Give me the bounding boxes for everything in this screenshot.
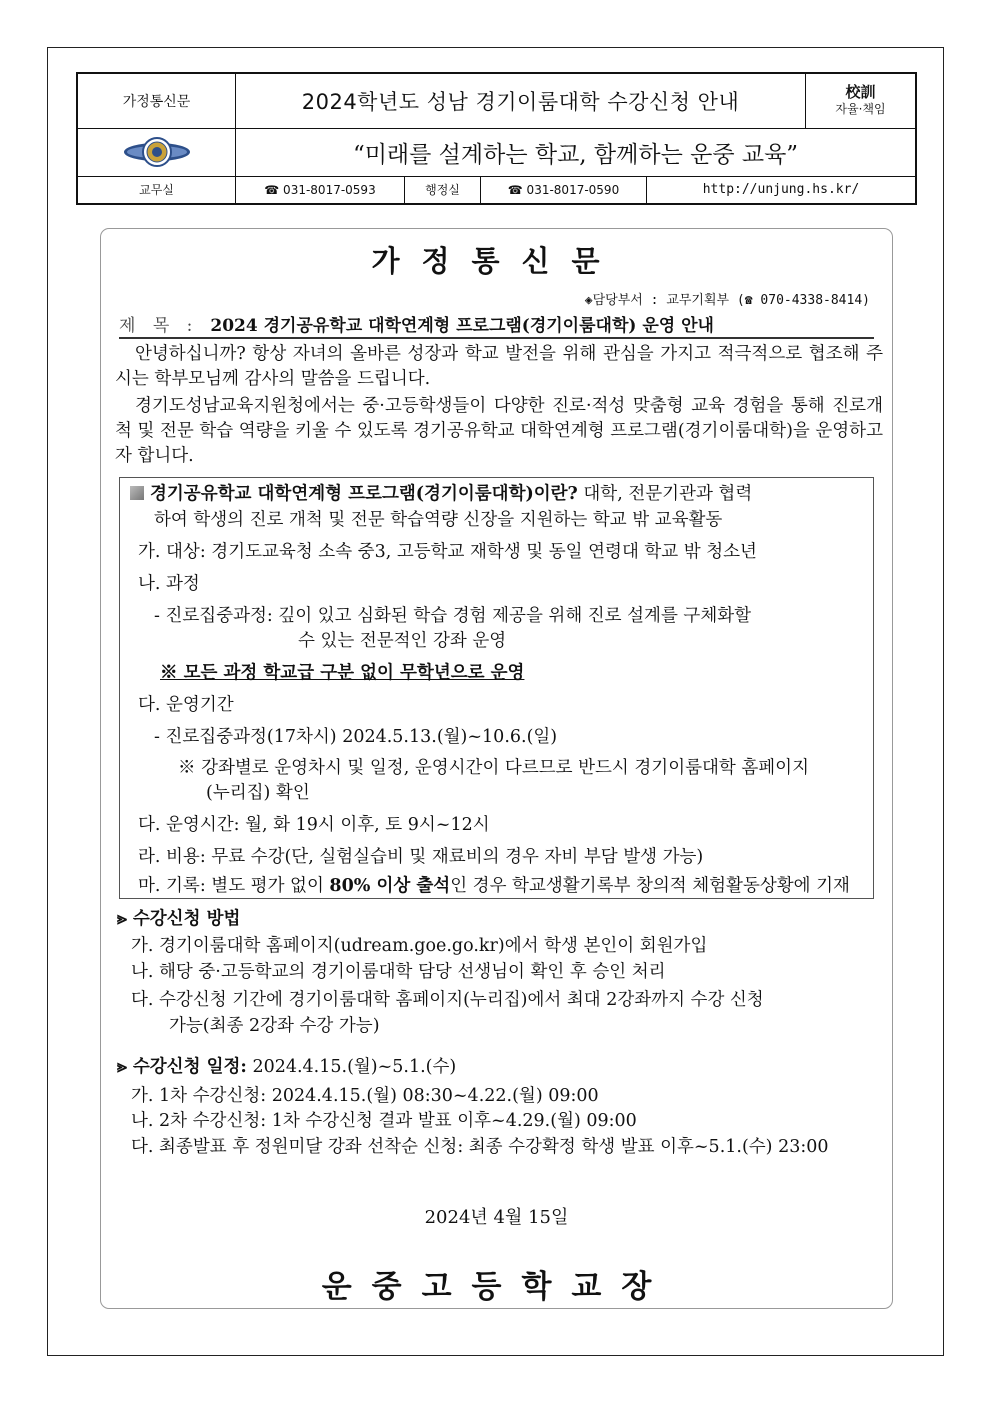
method-step-b: 나. 해당 중·고등학교의 경기이룸대학 담당 선생님이 확인 후 승인 처리 bbox=[131, 962, 666, 982]
program-record-attendance: 80% 이상 출석 bbox=[329, 876, 451, 896]
program-period-note-1: ※ 강좌별로 운영차시 및 일정, 운영시간이 다르므로 반드시 경기이룸대학 홈페이지 bbox=[178, 758, 809, 778]
program-info-box bbox=[119, 477, 874, 899]
school-logo-cell bbox=[78, 128, 236, 176]
letterhead-row-slogan bbox=[78, 128, 915, 177]
subject-line bbox=[119, 309, 874, 339]
program-record-post: 인 경우 학교생활기록부 창의적 체험활동상황에 기재 bbox=[450, 876, 850, 896]
cube-bullet-icon bbox=[130, 486, 144, 500]
admin-office-label: 행정실 bbox=[405, 176, 481, 203]
academic-office-label: 교무실 bbox=[78, 176, 236, 203]
schedule-final: 다. 최종발표 후 정원미달 강좌 선착순 신청: 최종 수강확정 학생 발표 이후~5.1.(수) 23:00 bbox=[131, 1137, 829, 1157]
letterhead-table bbox=[76, 72, 917, 205]
subject-label: 제 목 : bbox=[119, 315, 199, 336]
schedule-heading-text: 수강신청 일정: bbox=[132, 1057, 247, 1077]
program-period-heading: 다. 운영기간 bbox=[138, 695, 234, 715]
method-heading bbox=[117, 907, 240, 932]
academic-office-phone: ☎ 031-8017-0593 bbox=[236, 176, 405, 203]
double-arrow-icon: ⪢ bbox=[117, 909, 127, 929]
program-course-heading: 나. 과정 bbox=[138, 574, 200, 594]
subject-text: 2024 경기공유학교 대학연계형 프로그램(경기이룸대학) 운영 안내 bbox=[210, 315, 714, 336]
program-definition-heading: 경기공유학교 대학연계형 프로그램(경기이룸대학)이란? bbox=[150, 484, 578, 504]
program-definition-line-1 bbox=[130, 482, 752, 507]
school-emblem-icon bbox=[122, 134, 192, 170]
program-period-note-2: (누리집) 확인 bbox=[206, 783, 310, 803]
letter-type-label: 가정통신문 bbox=[78, 74, 236, 128]
program-target: 가. 대상: 경기도교육청 소속 중3, 고등학교 재학생 및 동일 연령대 학교 밖 청소년 bbox=[138, 542, 757, 562]
school-motto-cell bbox=[806, 74, 915, 128]
school-website-link[interactable]: http://unjung.hs.kr/ bbox=[702, 182, 860, 197]
program-cost: 라. 비용: 무료 수강(단, 실험실습비 및 재료비의 경우 자비 부담 발생 가능) bbox=[138, 847, 704, 867]
method-heading-text: 수강신청 방법 bbox=[132, 909, 241, 929]
schedule-round-1: 가. 1차 수강신청: 2024.4.15.(월) 08:30~4.22.(월) 09:00 bbox=[131, 1086, 599, 1106]
schedule-heading bbox=[117, 1055, 456, 1080]
schedule-period: 2024.4.15.(월)~5.1.(수) bbox=[252, 1057, 457, 1077]
program-definition-text-1: 대학, 전문기관과 협력 bbox=[583, 484, 753, 504]
method-step-c-2: 가능(최종 2강좌 수강 가능) bbox=[169, 1016, 380, 1036]
document-title: 가정통신문 bbox=[371, 244, 622, 278]
responsible-department: ◈담당부서 : 교무기획부 (☎ 070-4338-8414) bbox=[584, 293, 870, 308]
motto-label: 校訓 bbox=[845, 83, 876, 101]
method-step-c-1: 다. 수강신청 기간에 경기이룸대학 홈페이지(누리집)에서 최대 2강좌까지 수강 신청 bbox=[131, 990, 764, 1010]
program-course-item-2: 수 있는 전문적인 강좌 운영 bbox=[298, 631, 507, 651]
program-record-pre: 마. 기록: 별도 평가 없이 bbox=[138, 876, 330, 896]
program-hours: 다. 운영시간: 월, 화 19시 이후, 토 9시~12시 bbox=[138, 815, 490, 835]
program-definition-line-2: 하여 학생의 진로 개척 및 전문 학습역량 신장을 지원하는 학교 밖 교육활동 bbox=[154, 510, 723, 530]
program-course-item-1: - 진로집중과정: 깊이 있고 심화된 학습 경험 제공을 위해 진로 설계를 구체화할 bbox=[154, 606, 752, 626]
method-step-a: 가. 경기이룸대학 홈페이지(udream.goe.go.kr)에서 학생 본인이 회원가입 bbox=[131, 936, 708, 956]
issue-date: 2024년 4월 15일 bbox=[424, 1207, 569, 1228]
program-grade-note: ※ 모든 과정 학교급 구분 없이 무학년으로 운영 bbox=[160, 663, 525, 683]
schedule-round-2: 나. 2차 수강신청: 1차 수강신청 결과 발표 이후~4.29.(월) 09:00 bbox=[131, 1111, 637, 1131]
principal-signature: 운중고등학교장 bbox=[321, 1269, 672, 1305]
program-period-item: - 진로집중과정(17차시) 2024.5.13.(월)~10.6.(일) bbox=[154, 727, 558, 747]
notice-box bbox=[100, 228, 893, 1309]
school-slogan: “미래를 설계하는 학교, 함께하는 운중 교육” bbox=[352, 141, 799, 168]
letterhead-row-title bbox=[78, 74, 915, 129]
intro-paragraph-2: 경기도성남교육지원청에서는 중·고등학생들이 다양한 진로·적성 맞춤형 교육 경험을 통해 진로개척 및 전문 학습 역량을 키울 수 있도록 경기공유학교 대학연계형 프로그램(경기이룸대학)을 운영하고자 합니다. bbox=[115, 396, 883, 466]
letterhead-row-contact bbox=[78, 176, 915, 203]
intro-paragraph-1: 안녕하십니까? 항상 자녀의 올바른 성장과 학교 발전을 위해 관심을 가지고 적극적으로 협조해 주시는 학부모님께 감사의 말씀을 드립니다. bbox=[115, 344, 883, 389]
admin-office-phone: ☎ 031-8017-0590 bbox=[481, 176, 647, 203]
double-arrow-icon: ⪢ bbox=[117, 1057, 127, 1077]
program-record bbox=[138, 874, 850, 899]
motto-values: 자율·책임 bbox=[835, 102, 886, 116]
letter-title: 2024학년도 성남 경기이룸대학 수강신청 안내 bbox=[236, 74, 806, 128]
